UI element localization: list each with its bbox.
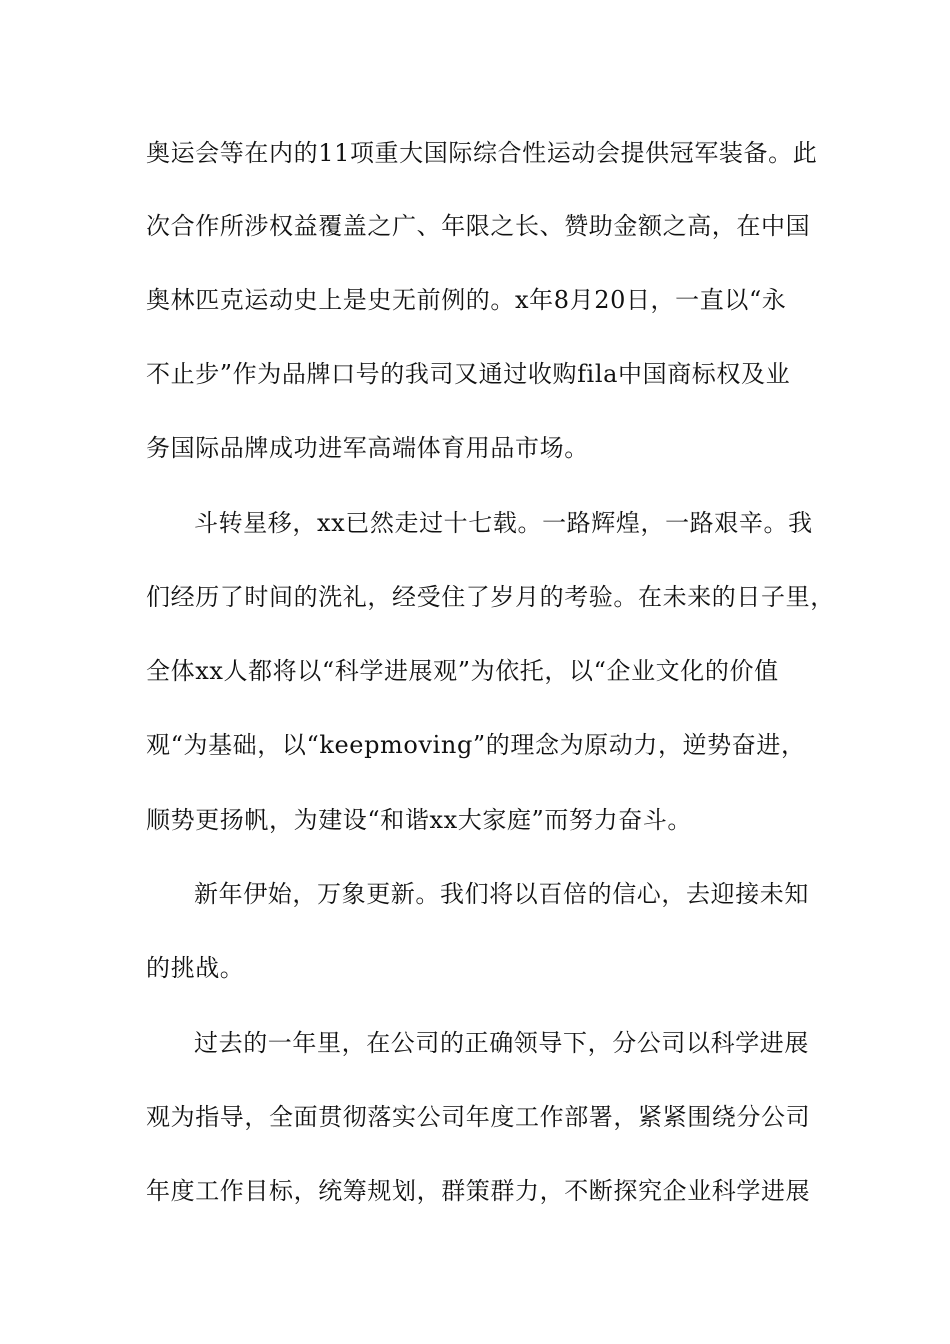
text-line-5: 务国际品牌成功进军高端体育用品市场。 <box>146 434 589 462</box>
paragraph-2-line-4: 观“为基础，以“keepmoving”的理念为原动力，逆势奋进， <box>146 731 806 759</box>
text-line-2: 次合作所涉权益覆盖之广、年限之长、赞助金额之高，在中国 <box>146 212 811 240</box>
paragraph-3-line-2: 的挑战。 <box>146 954 245 982</box>
paragraph-2-line-2: 们经历了时间的洗礼，经受住了岁月的考验。在未来的日子里， <box>146 583 835 611</box>
text-line-3: 奥林匹克运动史上是史无前例的。x年8月20日，一直以“永 <box>146 286 787 314</box>
paragraph-4-line-2: 观为指导，全面贯彻落实公司年度工作部署，紧紧围绕分公司 <box>146 1103 811 1131</box>
text-line-1: 奥运会等在内的11项重大国际综合性运动会提供冠军装备。此 <box>146 139 818 167</box>
paragraph-4-line-3: 年度工作目标，统筹规划，群策群力，不断探究企业科学进展 <box>146 1177 811 1205</box>
text-line-4: 不止步”作为品牌口号的我司又通过收购fila中国商标权及业 <box>146 360 791 388</box>
paragraph-3-line-1: 新年伊始，万象更新。我们将以百倍的信心，去迎接未知 <box>194 880 809 908</box>
paragraph-2-line-3: 全体xx人都将以“科学进展观”为依托，以“企业文化的价值 <box>146 657 779 685</box>
paragraph-4-line-1: 过去的一年里，在公司的正确领导下，分公司以科学进展 <box>194 1029 809 1057</box>
paragraph-2-line-5: 顺势更扬帆，为建设“和谐xx大家庭”而努力奋斗。 <box>146 806 693 834</box>
paragraph-2-line-1: 斗转星移，xx已然走过十七载。一路辉煌，一路艰辛。我 <box>194 509 813 537</box>
